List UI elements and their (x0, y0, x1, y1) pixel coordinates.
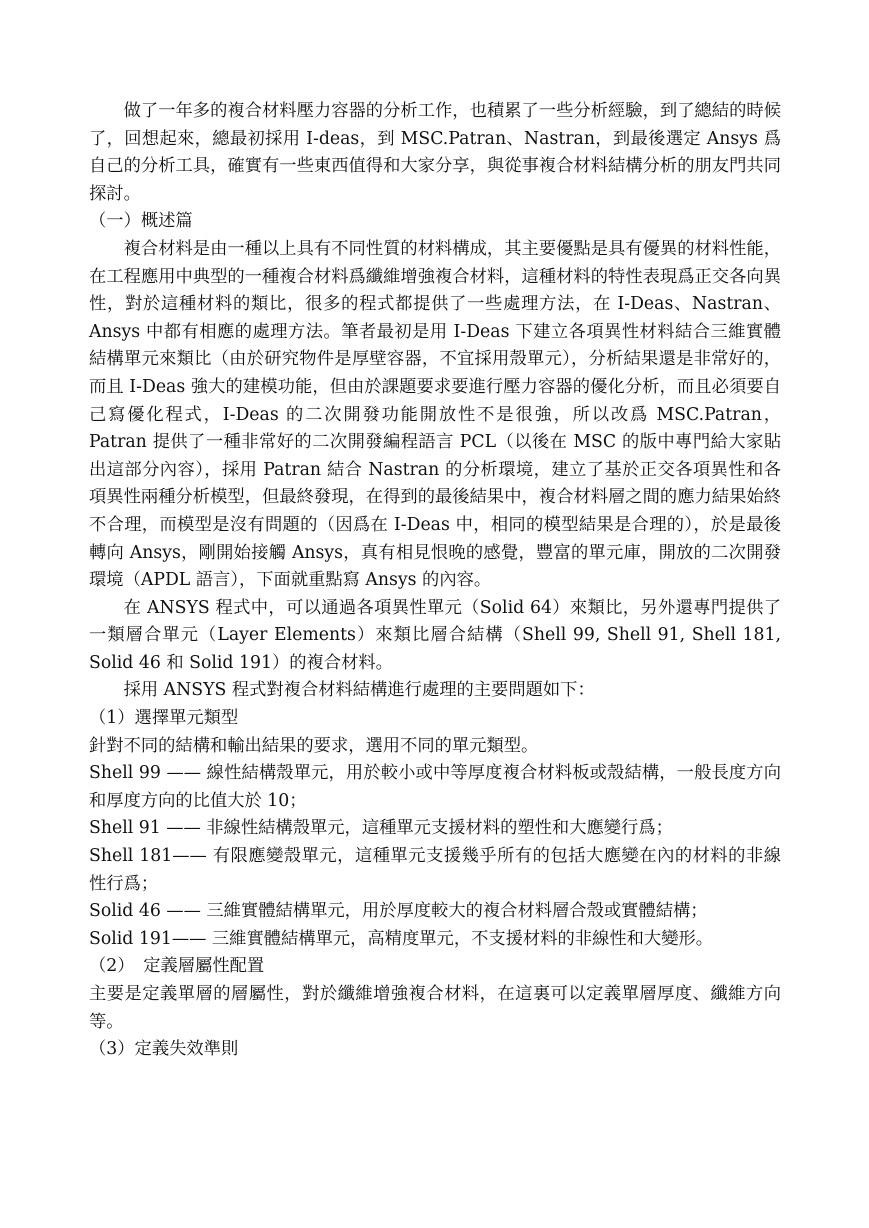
document-body (89, 98, 781, 1064)
main-issues-paragraph: 採用 ANSYS 程式對複合材料結構進行處理的主要問題如下： (123, 680, 595, 701)
step1-heading: （1）選擇單元類型 (89, 708, 239, 729)
element-item: Solid 46 —— 三維實體結構單元，用於厚度較大的複合材料層合殼或實體結構； (89, 901, 708, 922)
ansys-elements-paragraph: 在 ANSYS 程式中，可以通過各項異性單元（Solid 64）來類比，另外還專門提供了一類層合單元（Layer Elements）來類比層合結構（Shell 99, Shell 91, Shell 181, Solid 46 和 Solid 191）的複合材料。 (89, 597, 781, 673)
step2-text: 主要是定義單層的層屬性，對於纖維增強複合材料，在這裏可以定義單層厚度、纖維方向等。 (89, 984, 781, 1032)
step1-text: 針對不同的結構和輸出結果的要求，選用不同的單元類型。 (89, 735, 539, 756)
element-item: Shell 99 —— 線性結構殼單元，用於較小或中等厚度複合材料板或殼結構，一般長度方向和厚度方向的比值大於 10； (89, 763, 781, 811)
intro-paragraph: 做了一年多的複合材料壓力容器的分析工作，也積累了一些分析經驗，到了總結的時候了，回想起來，總最初採用 I-deas，到 MSC.Patran、Nastran，到最後選定 Ansys 爲自己的分析工具，確實有一些東西值得和大家分享，與從事複合材料結構分析的朋友門共同探討。 (89, 101, 781, 204)
overview-paragraph: 複合材料是由一種以上具有不同性質的材料構成，其主要優點是具有優異的材料性能，在工程應用中典型的一種複合材料爲纖維增強複合材料，這種材料的特性表現爲正交各向異性，對於這種材料的類比，很多的程式都提供了一些處理方法，在 I-Deas、Nastran、Ansys 中都有相應的處理方法。筆者最初是用 I-Deas 下建立各項異性材料結合三維實體結構單元來類比（由於研究物件是厚壁容器，不宜採用殼單元），分析結果還是非常好的，而且 I-Deas 強大的建模功能，但由於課題要求要進行壓力容器的優化分析，而且必須要自己寫優化程式，I-Deas 的二次開發功能開放性不是很強，所以改爲 MSC.Patran，Patran 提供了一種非常好的二次開發編程語言 PCL（以後在 MSC 的版中專門給大家貼出這部分內容），採用 Patran 結合 Nastran 的分析環境，建立了基於正交各項異性和各項異性兩種分析模型，但最終發現，在得到的最後結果中，複合材料層之間的應力結果始終不合理，而模型是沒有問題的（因爲在 I-Deas 中，相同的模型結果是合理的），於是最後轉向 Ansys，剛開始接觸 Ansys，真有相見恨晚的感覺，豐富的單元庫，開放的二次開發環境（APDL 語言），下面就重點寫 Ansys 的內容。 (89, 238, 781, 591)
step2-heading: （2） 定義層屬性配置 (89, 956, 265, 977)
step3-heading: （3）定義失效準則 (89, 1039, 239, 1060)
element-item: Solid 191—— 三維實體結構單元，高精度單元，不支援材料的非線性和大變形。 (89, 928, 714, 949)
section-heading-overview: （一）概述篇 (89, 211, 193, 232)
element-item: Shell 181—— 有限應變殼單元，這種單元支援幾乎所有的包括大應變在內的材料的非線性行爲； (89, 846, 781, 894)
element-item: Shell 91 —— 非線性結構殼單元，這種單元支援材料的塑性和大應變行爲； (89, 818, 673, 839)
